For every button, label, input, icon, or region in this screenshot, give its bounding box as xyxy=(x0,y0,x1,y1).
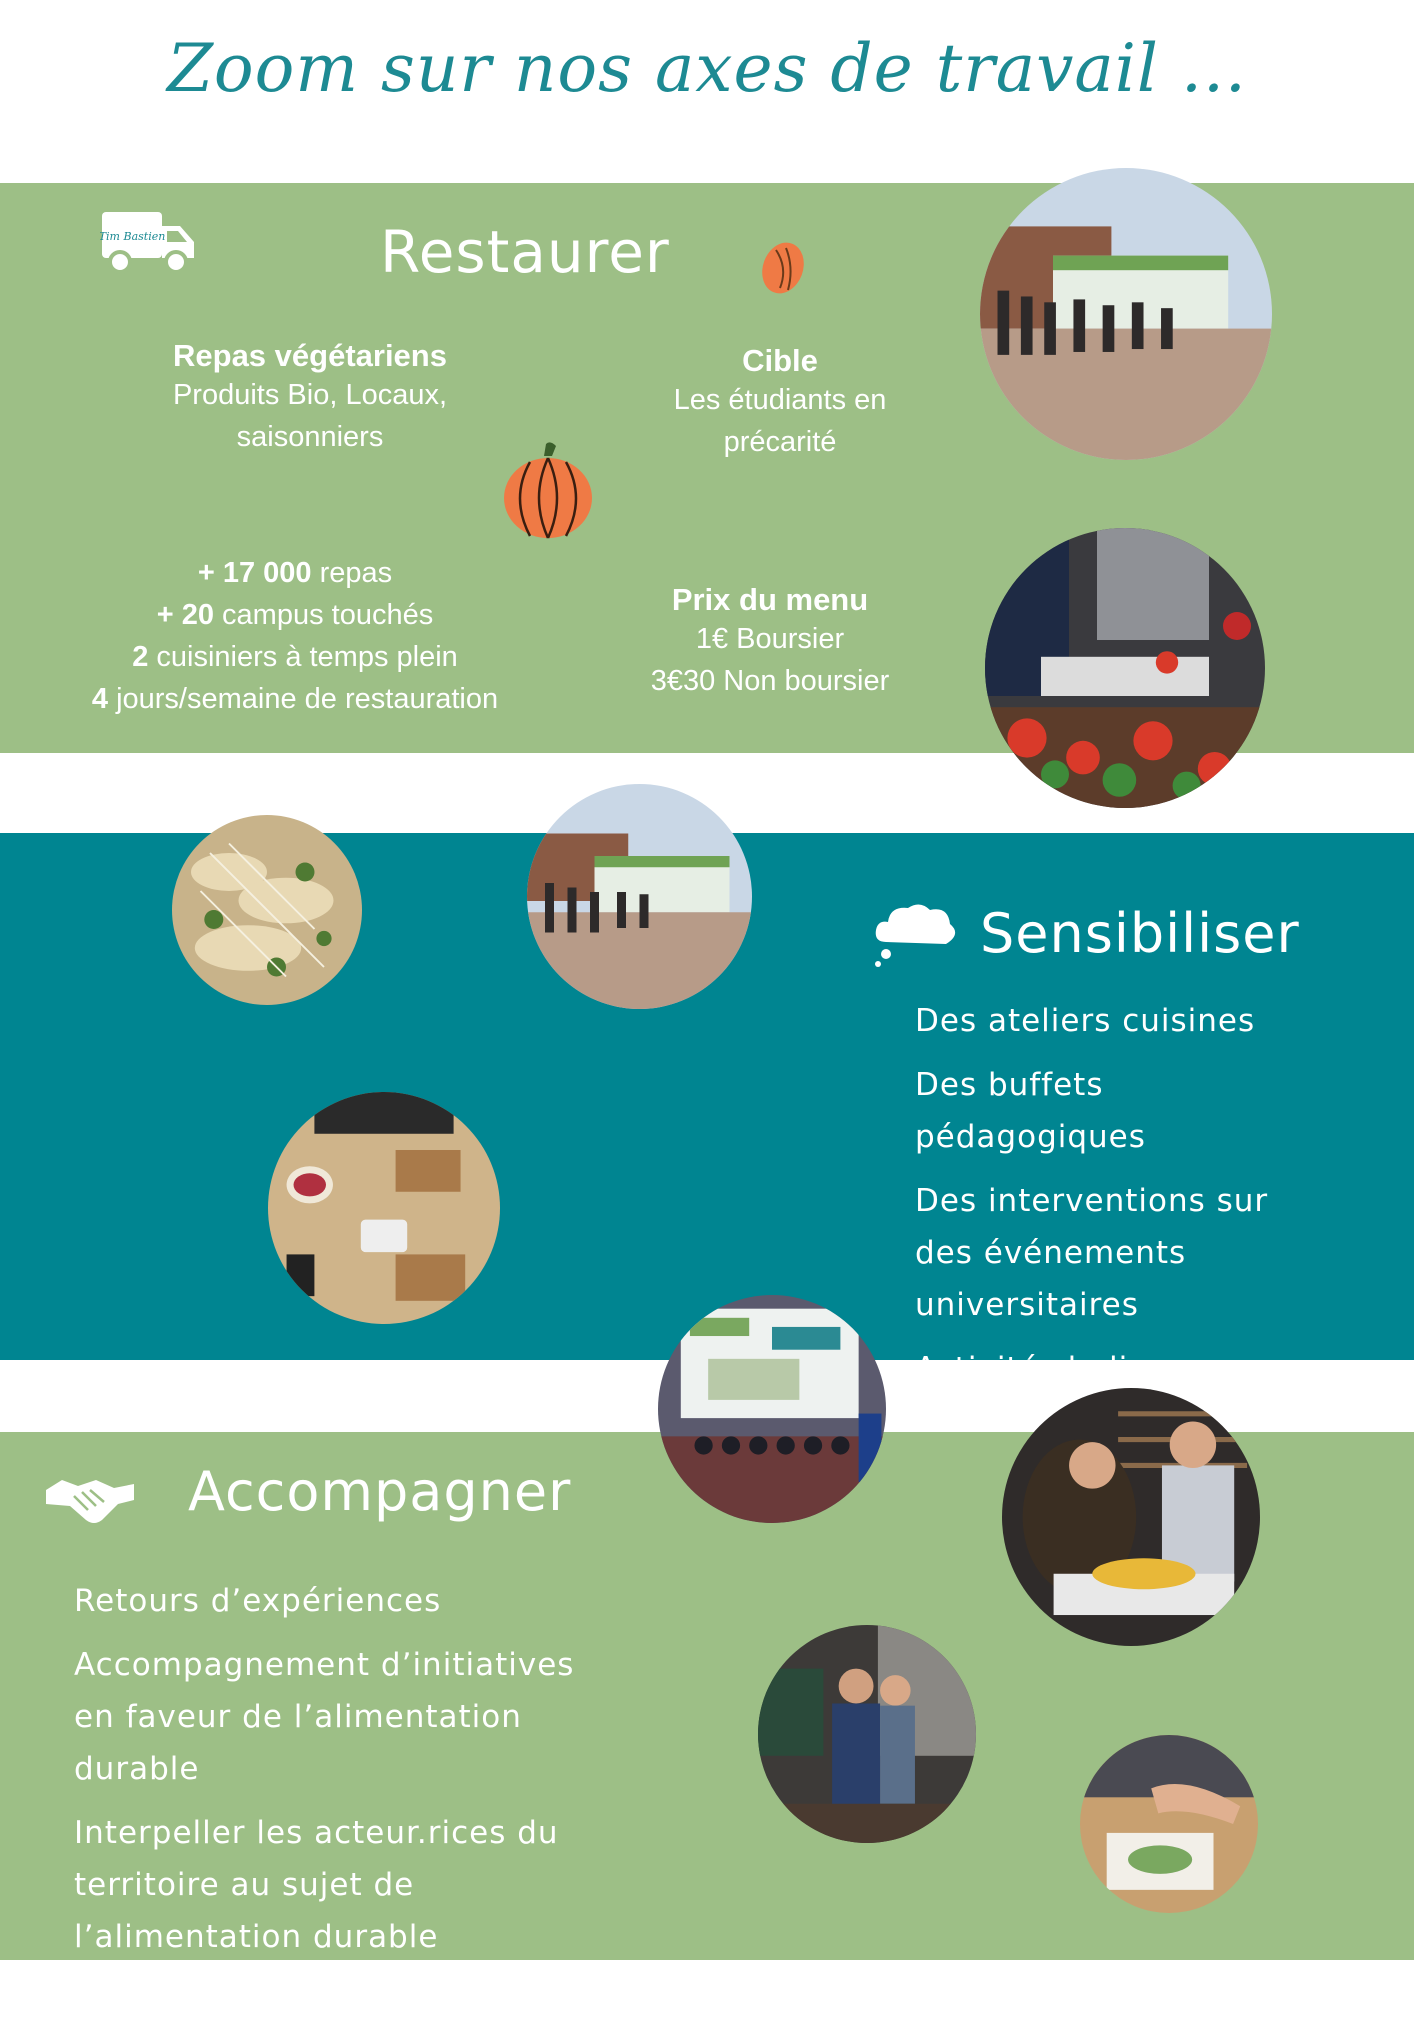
food-truck-photo xyxy=(980,168,1272,460)
sensibiliser-item: Des interventions sur des événements universitaires xyxy=(915,1183,1269,1323)
stat-cuisiniers: 2 cuisiniers à temps plein xyxy=(132,641,458,673)
sensibiliser-item: Activités ludiques xyxy=(915,1351,1207,1387)
food-truck-icon xyxy=(100,208,196,278)
prix-heading: Prix du menu xyxy=(671,582,869,617)
pasta-dish-photo xyxy=(172,815,362,1005)
stat-repas: + 17 000 repas xyxy=(197,557,393,589)
sensibiliser-item: Des ateliers cuisines xyxy=(915,1003,1256,1039)
cible-line-1: Les étudiants en xyxy=(673,384,887,416)
chopping-vegetables-photo xyxy=(985,528,1265,808)
accompagner-item: Accompagnement d’initiatives en faveur de l’alimentation durable xyxy=(74,1647,575,1787)
vege-line-2: saisonniers xyxy=(236,421,384,453)
vege-line-1: Produits Bio, Locaux, xyxy=(172,379,448,411)
hand-drawing-photo xyxy=(1080,1735,1258,1913)
sensibiliser-item: Des buffets pédagogiques xyxy=(915,1067,1146,1155)
stat-campus: + 20 campus touchés xyxy=(156,599,434,631)
seed-icon xyxy=(758,238,808,298)
conference-photo xyxy=(658,1295,886,1523)
cooking-students-photo xyxy=(1002,1388,1260,1646)
accompagner-title: Accompagner xyxy=(188,1460,572,1523)
pumpkin-icon xyxy=(500,440,596,540)
sensibiliser-list xyxy=(915,995,1335,1407)
handshake-icon xyxy=(44,1470,136,1530)
snack-table-photo xyxy=(268,1092,500,1324)
thought-cloud-icon xyxy=(872,898,956,970)
accompagner-list xyxy=(74,1575,594,2027)
cible-line-2: précarité xyxy=(723,426,837,458)
prix-boursier: 1€ Boursier xyxy=(695,623,845,655)
prix-non-boursier: 3€30 Non boursier xyxy=(650,665,890,697)
speakers-photo xyxy=(758,1625,976,1843)
stat-jours: 4 jours/semaine de restauration xyxy=(91,683,499,715)
food-truck-queue-photo xyxy=(527,784,752,1009)
restaurer-title: Restaurer xyxy=(380,218,670,286)
accompagner-item: Interpeller les acteur.rices du territoire au sujet de l’alimentation durable étudiante xyxy=(74,1815,559,2007)
cible-heading: Cible xyxy=(742,343,818,378)
vege-heading: Repas végétariens xyxy=(173,338,447,373)
sensibiliser-title: Sensibiliser xyxy=(980,902,1300,965)
svg-text:Tim Bastien: Tim Bastien xyxy=(100,230,166,243)
page-title: Zoom sur nos axes de travail ... xyxy=(167,30,1247,107)
accompagner-item: Retours d’expériences xyxy=(74,1583,442,1619)
stats-block xyxy=(60,552,530,720)
